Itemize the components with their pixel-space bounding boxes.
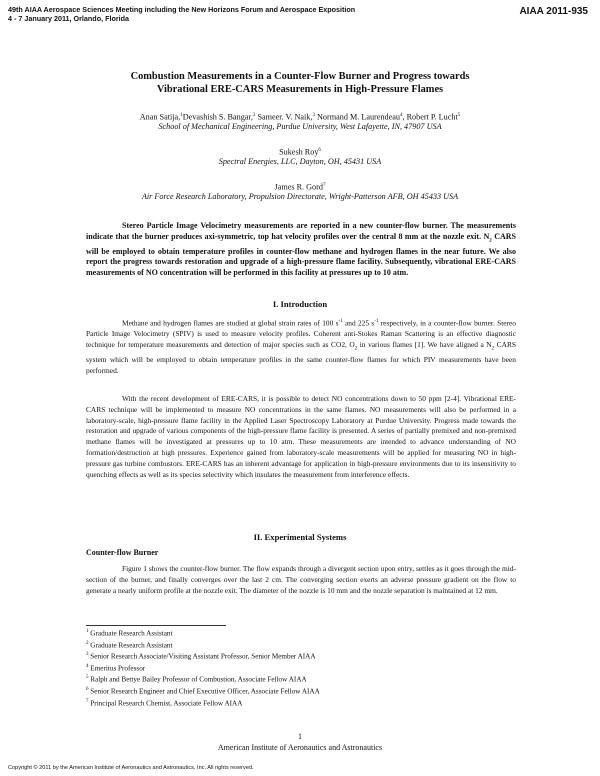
affiliation-purdue: School of Mechanical Engineering, Purdue University, West Lafayette, IN, 47907 USA <box>158 122 442 131</box>
footnote-6-text: Senior Research Engineer and Chief Executive Officer, Associate Fellow AIAA <box>88 687 320 696</box>
copyright-notice: Copyright © 2011 by the American Institute of Aeronautics and Astronautics, Inc. All rights reserved. <box>8 765 254 771</box>
author-6: Sukesh Roy <box>279 147 319 157</box>
intro-p1-sub2: 2 <box>491 346 495 352</box>
footnote-3 <box>86 650 516 662</box>
author-5: , Robert P. Lucht <box>402 112 458 122</box>
abstract-part-2: CARS will be employed to obtain temperature profiles in counter-flow methane and hydrogen flames in the near future. We also report the progress towards restoration and upgrade of a high-pressure flame facility. Subsequently, vibrational ERE-CARS measurements of NO concentration will be performed in this facility at pressures up to 10 atm. <box>86 231 516 277</box>
intro-p1-sup2: -1 <box>374 319 379 324</box>
footnote-2-num: 2 <box>86 640 89 646</box>
footnote-1-num: 1 <box>86 629 89 634</box>
experimental-p1-text: Figure 1 shows the counter-flow burner. The flow expands through a divergent section upon entry, settles as it goes through the mid-section of the burner, and finally converges over the last 2 cm. The converging section exerts an adverse pressure gradient on the flow to generate a nearly uniform profile at the nozzle exit. The diameter of the nozzle is 10 mm and the nozzle separation is maintained at 12 mm. <box>86 564 516 595</box>
footnote-2 <box>86 639 516 651</box>
author-4-mark: 4 <box>399 113 403 118</box>
conference-line-2: 4 - 7 January 2011, Orlando, Florida <box>8 13 130 23</box>
footnote-5-text: Ralph and Bettye Bailey Professor of Combustion, Associate Fellow AIAA <box>88 675 307 684</box>
footnote-7 <box>86 697 516 709</box>
subheading-counter-flow-burner: Counter-flow Burner <box>86 548 159 557</box>
footnote-4 <box>86 662 516 674</box>
footnote-3-text: Senior Research Associate/Visiting Assistant Professor, Senior Member AIAA <box>88 652 316 661</box>
intro-p1-e: CARS system which will be employed to obtain temperature profiles in the same counter-flow flames for which PIV measurements have been performed. <box>86 340 516 376</box>
affiliation-spectral: Spectral Energies, LLC, Dayton, OH, 45431 USA <box>218 157 382 166</box>
author-7: James R. Gord <box>274 182 323 192</box>
author-3-mark: 3 <box>312 113 315 118</box>
abstract-text <box>86 221 516 279</box>
author-1: Anan Satija, <box>139 112 181 122</box>
footnotes <box>86 625 516 708</box>
author-2-mark: 2 <box>252 113 256 118</box>
author-6-mark: 6 <box>318 148 321 153</box>
footnote-6 <box>86 685 516 697</box>
affiliation-afrl: Air Force Research Laboratory, Propulsion Directorate, Wright-Patterson AFB, OH 45433 USA <box>141 192 459 201</box>
abstract-sub-n2: 2 <box>489 238 492 244</box>
abstract-part-1: Stereo Particle Image Velocimetry measurements are reported in a new counter-flow burner. The measurements indicate that the burner produces axi-symmetric, top hat velocity profiles over the central 8 mm at the nozzle exit. N <box>86 221 516 241</box>
title-line-1: Combustion Measurements in a Counter-Flow Burner and Progress towards <box>130 71 470 82</box>
section-heading-experimental: II. Experimental Systems <box>253 532 347 542</box>
footnote-1-text: Graduate Research Assistant <box>88 629 173 638</box>
section-heading-introduction: I. Introduction <box>272 299 328 309</box>
footnote-5 <box>86 673 516 685</box>
author-1-mark: 1 <box>180 113 183 118</box>
intro-p1-b: and 225 s <box>342 318 375 328</box>
footnote-3-num: 3 <box>86 652 89 658</box>
footnote-4-text: Emeritus Professor <box>88 664 146 673</box>
footnote-7-num: 7 <box>86 698 89 704</box>
intro-p1-a: Methane and hydrogen flames are studied at global strain rates of 100 s <box>122 318 339 328</box>
paper-title <box>60 71 540 96</box>
intro-paragraph-1 <box>86 317 516 377</box>
footnote-6-num: 6 <box>86 686 89 692</box>
intro-p1-sub1: 2 <box>354 346 358 352</box>
footnote-4-num: 4 <box>86 663 89 669</box>
author-5-mark: 5 <box>457 113 461 118</box>
abstract <box>86 221 516 279</box>
footnote-5-num: 5 <box>86 675 89 681</box>
intro-paragraph-2 <box>86 394 516 480</box>
footnote-2-text: Graduate Research Assistant <box>88 640 173 649</box>
intro-p1-sup1: -1 <box>338 319 343 324</box>
title-line-2: Vibrational ERE-CARS Measurements in High-Pressure Flames <box>156 83 444 95</box>
intro-p2-text: With the recent development of ERE-CARS, it is possible to detect NO concentrations down to 50 ppm [2-4]. Vibrational ERE-CARS technique will be implemented to measure NO concentrations in the same flames. NO measurements will also be performed in a laboratory-scale, high-pressure flame facility in the Applied Laser Spectroscopy Laboratory at Purdue University. Progress made towards the restoration and upgrade of various components of the high-pressure flame facility is presented. A series of partially premixed and non-premixed methane flames will be investigated at pressures up to 10 atm. These measurements are intended to advance understanding of NO formation/destruction at high pressures. Experience gained from laboratory-scale measurements will be applied for measuring NO in high-pressure gas turbine combustors. ERE-CARS has an inherent advantage for application in high-pressure environments due to its insensitivity to quenching effects as well as its species selectivity which insulates the measurement from interference effects. <box>86 394 516 479</box>
experimental-paragraph-1 <box>86 564 516 596</box>
page-number: 1 <box>298 732 302 741</box>
conference-line-1: 49th AIAA Aerospace Sciences Meeting including the New Horizons Forum and Aerospace Exposition <box>8 5 356 14</box>
footnote-1 <box>86 627 516 639</box>
conference-header <box>8 6 355 23</box>
author-2: Devashish S. Bangar, <box>182 112 253 122</box>
author-7-mark: 7 <box>322 183 326 188</box>
intro-p1-d: in various flames [1]. We have aligned a N <box>357 340 492 350</box>
footnote-7-text: Principal Research Chemist, Associate Fellow AIAA <box>88 698 243 707</box>
publisher-line: American Institute of Aeronautics and Astronautics <box>217 743 383 752</box>
author-4: Normand M. Laurendeau <box>314 112 400 122</box>
author-3: Sameer. V. Naik, <box>255 112 313 122</box>
footnote-divider <box>86 625 226 626</box>
paper-number: AIAA 2011-935 <box>519 6 588 17</box>
intro-p1-c: respectively, in a counter-flow burner. Stereo Particle Image Velocimetry (SPIV) is used to measure velocity profiles. Coherent anti-Stokes Raman Scattering is an effective diagnostic technique for temperature measurements and detection of major species such as CO2, O <box>86 318 516 350</box>
